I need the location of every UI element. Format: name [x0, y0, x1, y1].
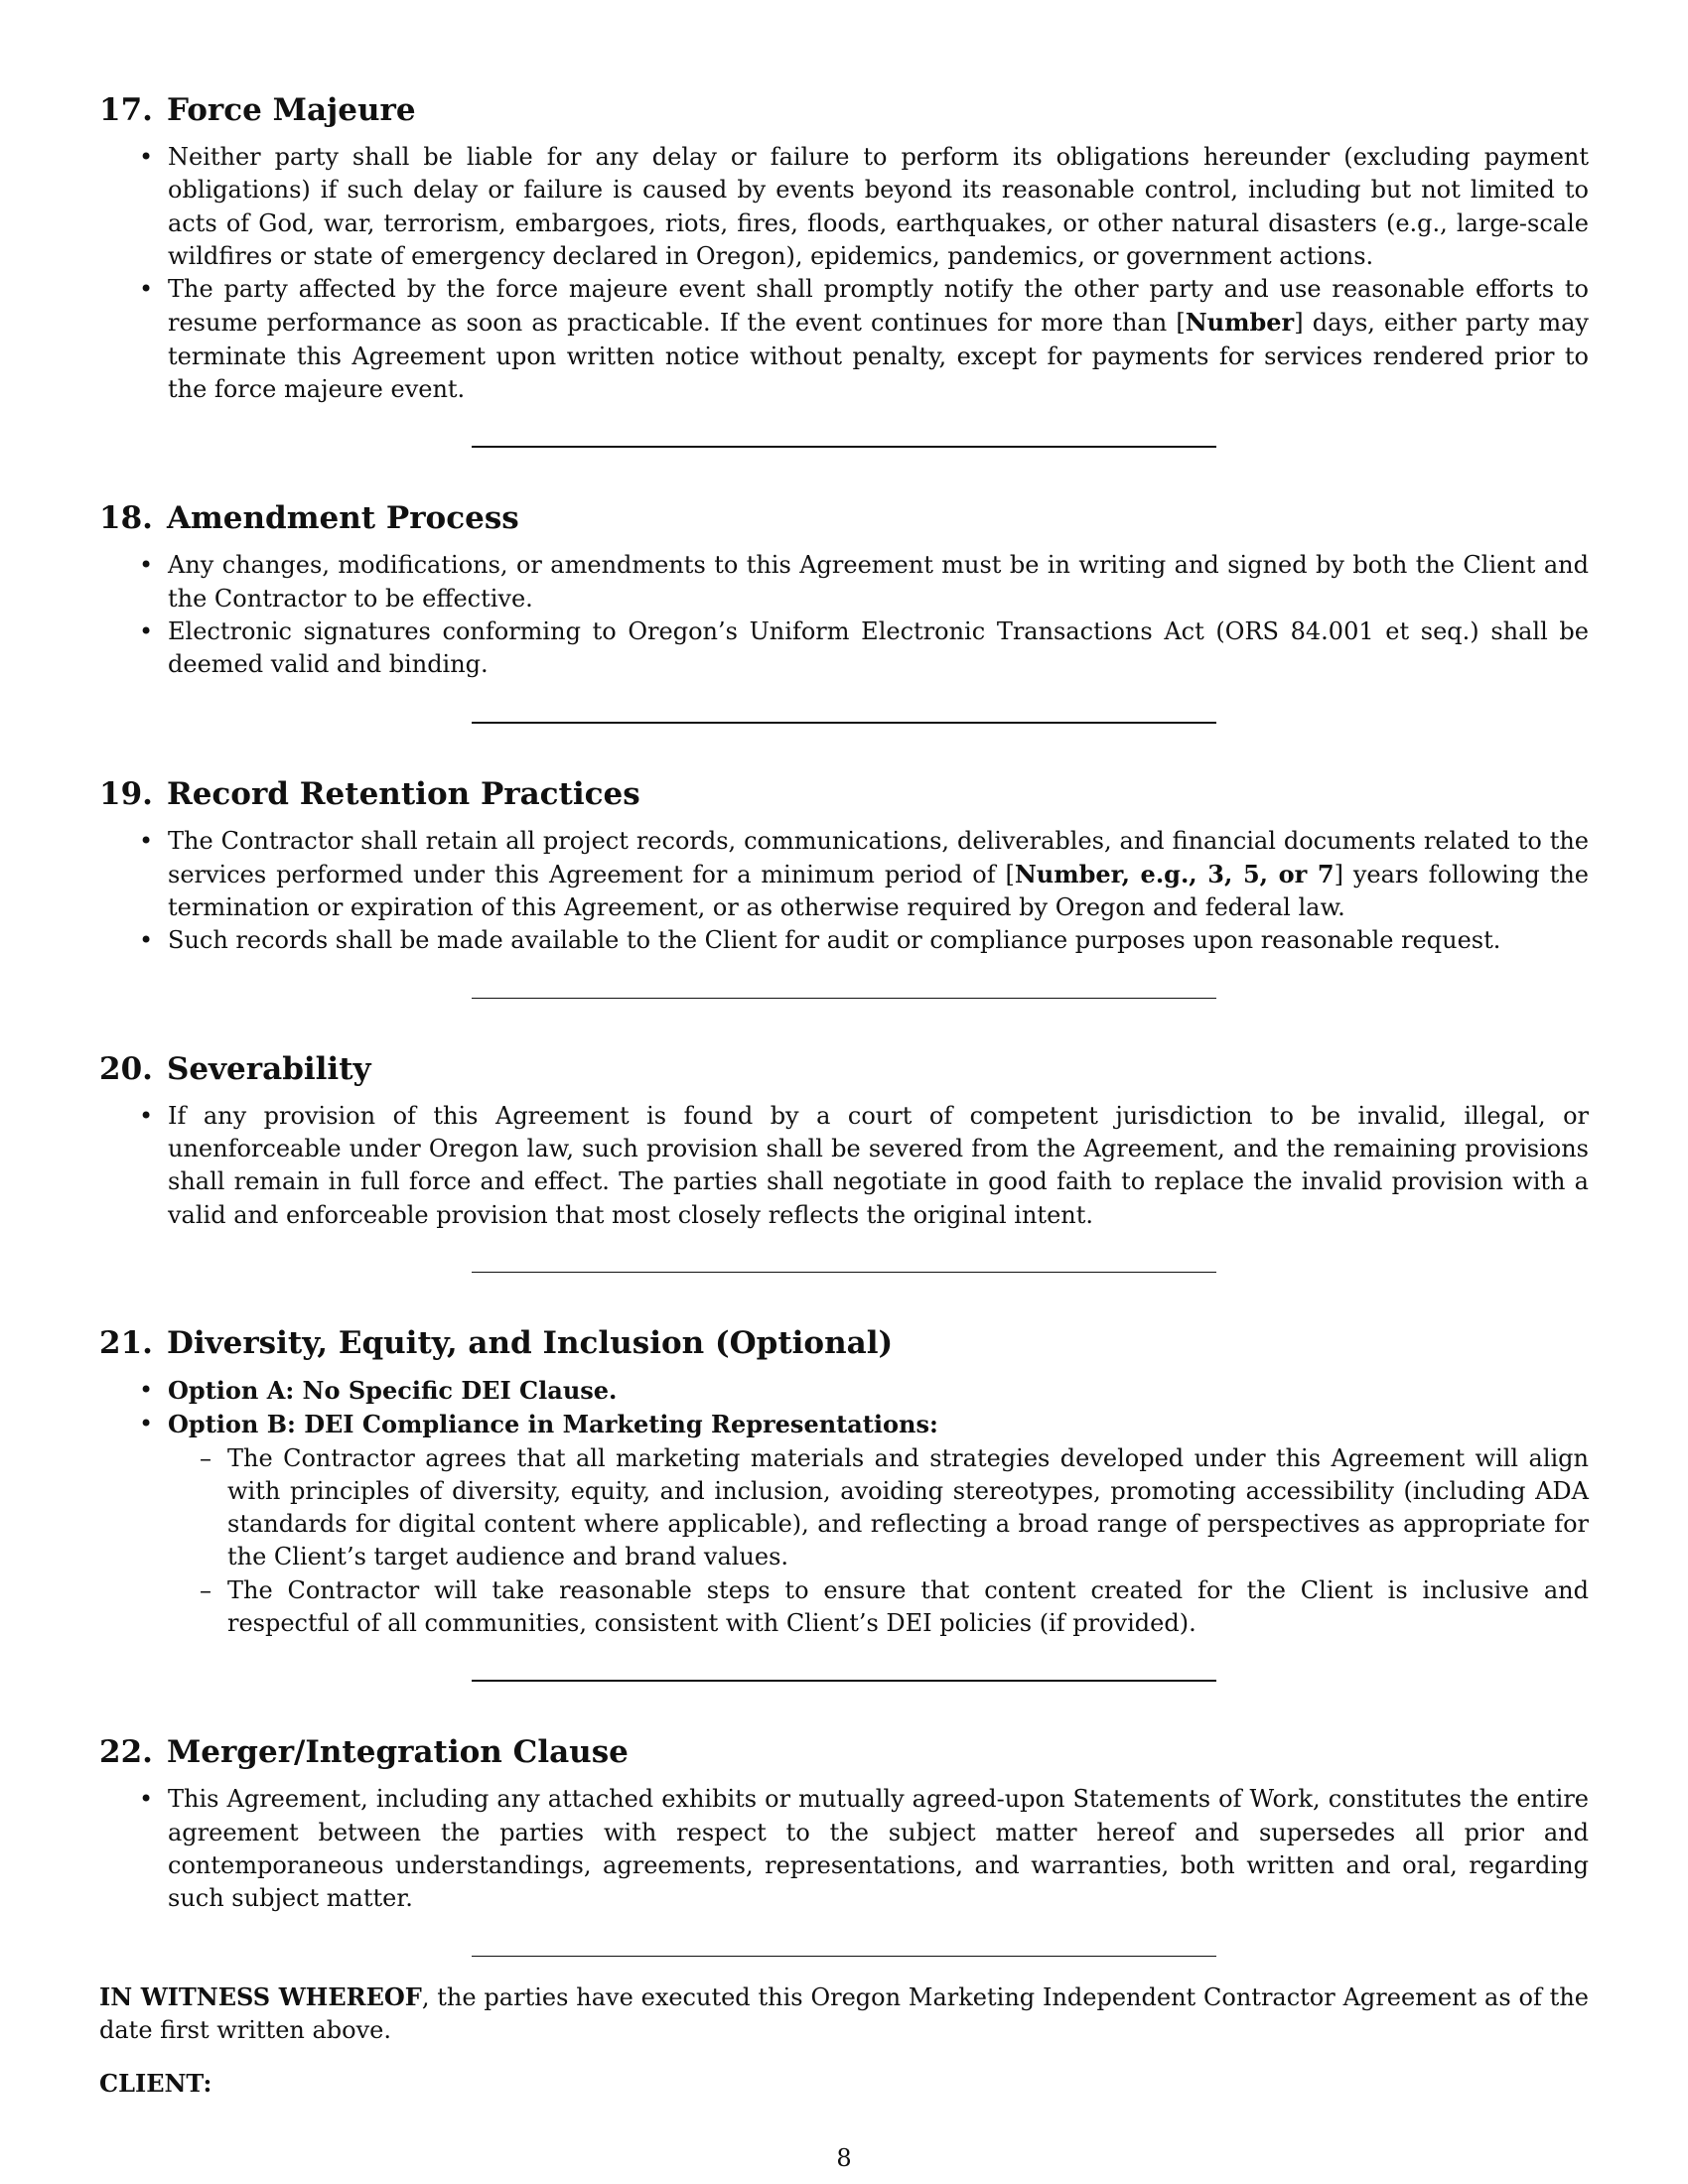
list-item: [99, 1374, 1589, 1408]
section-divider: [472, 722, 1216, 724]
section-21-dei: [99, 1324, 1589, 1682]
section-17-force-majeure: [99, 91, 1589, 448]
page-number: 8: [836, 2144, 852, 2172]
section-heading: [99, 499, 1589, 537]
list-item: [99, 615, 1589, 682]
section-heading: [99, 91, 1589, 129]
list-item: [99, 1783, 1589, 1915]
section-title: Amendment Process: [166, 500, 519, 537]
clause-text: ] years following the termination or expiration of this Agreement, or as otherwise required by Oregon and federal law.: [168, 860, 1589, 922]
clause-text: Electronic signatures conforming to Oregon’s Uniform Electronic Transactions Act (ORS 84.001 et seq.) shall be deemed valid and binding.: [168, 616, 1589, 679]
clause-text: The Contractor shall retain all project records, communications, deliverables, and financial documents related to the services performed under this Agreement for a minimum period of [: [168, 826, 1589, 888]
list-item: [99, 549, 1589, 615]
option-b-label: Option B: DEI Compliance in Marketing Representations:: [168, 1410, 938, 1439]
clause-text: Neither party shall be liable for any delay or failure to perform its obligations hereunder (excluding payment obligations) if such delay or failure is caused by events beyond its reasonable control, including but not limited to acts of God, war, terrorism, embargoes, riots, fires, floods, earthquakes, or other natural disasters (e.g., large-scale wildfires or state of emergency declared in Oregon), epidemics, pandemics, or government actions.: [168, 143, 1589, 270]
section-heading: [99, 775, 1589, 813]
section-20-severability: [99, 1050, 1589, 1273]
list-item: [99, 1408, 1589, 1640]
witness-lead: IN WITNESS WHEREOF: [99, 1981, 422, 2011]
section-number: 18.: [99, 500, 153, 537]
list-item: [99, 924, 1589, 957]
section-22-merger-integration: [99, 1733, 1589, 1956]
section-number: 21.: [99, 1324, 153, 1361]
sub-list-item: [168, 1442, 1589, 1574]
client-signature-label: CLIENT:: [99, 2069, 212, 2099]
section-divider: [472, 446, 1216, 448]
section-heading: [99, 1324, 1589, 1362]
section-title: Merger/Integration Clause: [166, 1734, 629, 1771]
section-18-amendment-process: [99, 499, 1589, 723]
clause-text: ] days, either party may terminate this Agreement upon written notice without penalty, except for payments for services rendered prior to the force majeure event.: [168, 309, 1589, 404]
section-number: 20.: [99, 1050, 153, 1087]
clause-text: Any changes, modifications, or amendments to this Agreement must be in writing and signed by both the Client and the Contractor to be effective.: [168, 551, 1589, 613]
section-divider: [472, 1272, 1216, 1273]
section-divider: [472, 1680, 1216, 1682]
list-item: [99, 1100, 1589, 1232]
clause-text: The Contractor agrees that all marketing materials and strategies developed under this Agreement will align with principles of diversity, equity, and inclusion, avoiding stereotypes, promoting accessibility (including ADA standards for digital content where applicable), and reflecting a broad range of perspectives as appropriate for the Client’s target audience and brand values.: [227, 1443, 1589, 1571]
clause-text: This Agreement, including any attached exhibits or mutually agreed-upon Statements of Work, constitutes the entire agreement between the parties with respect to the subject matter hereof and supersedes all prior and contemporaneous understandings, agreements, representations, and warranties, both written and oral, regarding such subject matter.: [168, 1785, 1589, 1913]
clause-text: The Contractor will take reasonable steps to ensure that content created for the Client is inclusive and respectful of all communities, consistent with Client’s DEI policies (if provided).: [227, 1575, 1589, 1638]
witness-text: , the parties have executed this Oregon Marketing Independent Contractor Agreement as of the date first written above.: [99, 1982, 1589, 2044]
section-title: Force Majeure: [166, 92, 416, 128]
sub-list-item: [168, 1574, 1589, 1641]
placeholder-field: Number: [1185, 308, 1295, 338]
section-title: Record Retention Practices: [166, 775, 640, 812]
list-item: [99, 141, 1589, 273]
section-divider: [472, 1956, 1216, 1957]
section-heading: [99, 1733, 1589, 1771]
clause-text: The party affected by the force majeure event shall promptly notify the other party and use reasonable efforts to resume performance as soon as practicable. If the event continues for more than [: [168, 275, 1589, 338]
clause-text: If any provision of this Agreement is found by a court of competent jurisdiction to be invalid, illegal, or unenforceable under Oregon law, such provision shall be severed from the Agreement, and the remaining provisions shall remain in full force and effect. The parties shall negotiate in good faith to replace the invalid provision with a valid and enforceable provision that most closely reflects the original intent.: [168, 1101, 1589, 1229]
list-item: [99, 273, 1589, 406]
section-divider: [472, 998, 1216, 999]
list-item: [99, 825, 1589, 925]
section-title: Severability: [166, 1050, 371, 1087]
section-number: 22.: [99, 1734, 153, 1771]
placeholder-field: Number, e.g., 3, 5, or 7: [1014, 859, 1335, 888]
section-number: 19.: [99, 775, 153, 812]
option-a-label: Option A: No Specific DEI Clause.: [168, 1375, 618, 1405]
section-title: Diversity, Equity, and Inclusion (Optional): [166, 1324, 894, 1361]
clause-text: Such records shall be made available to the Client for audit or compliance purposes upon reasonable request.: [168, 926, 1501, 955]
witness-statement: [99, 1980, 1589, 2048]
section-heading: [99, 1050, 1589, 1088]
document-page: [99, 91, 1589, 2098]
section-number: 17.: [99, 92, 153, 128]
section-19-record-retention: [99, 775, 1589, 999]
